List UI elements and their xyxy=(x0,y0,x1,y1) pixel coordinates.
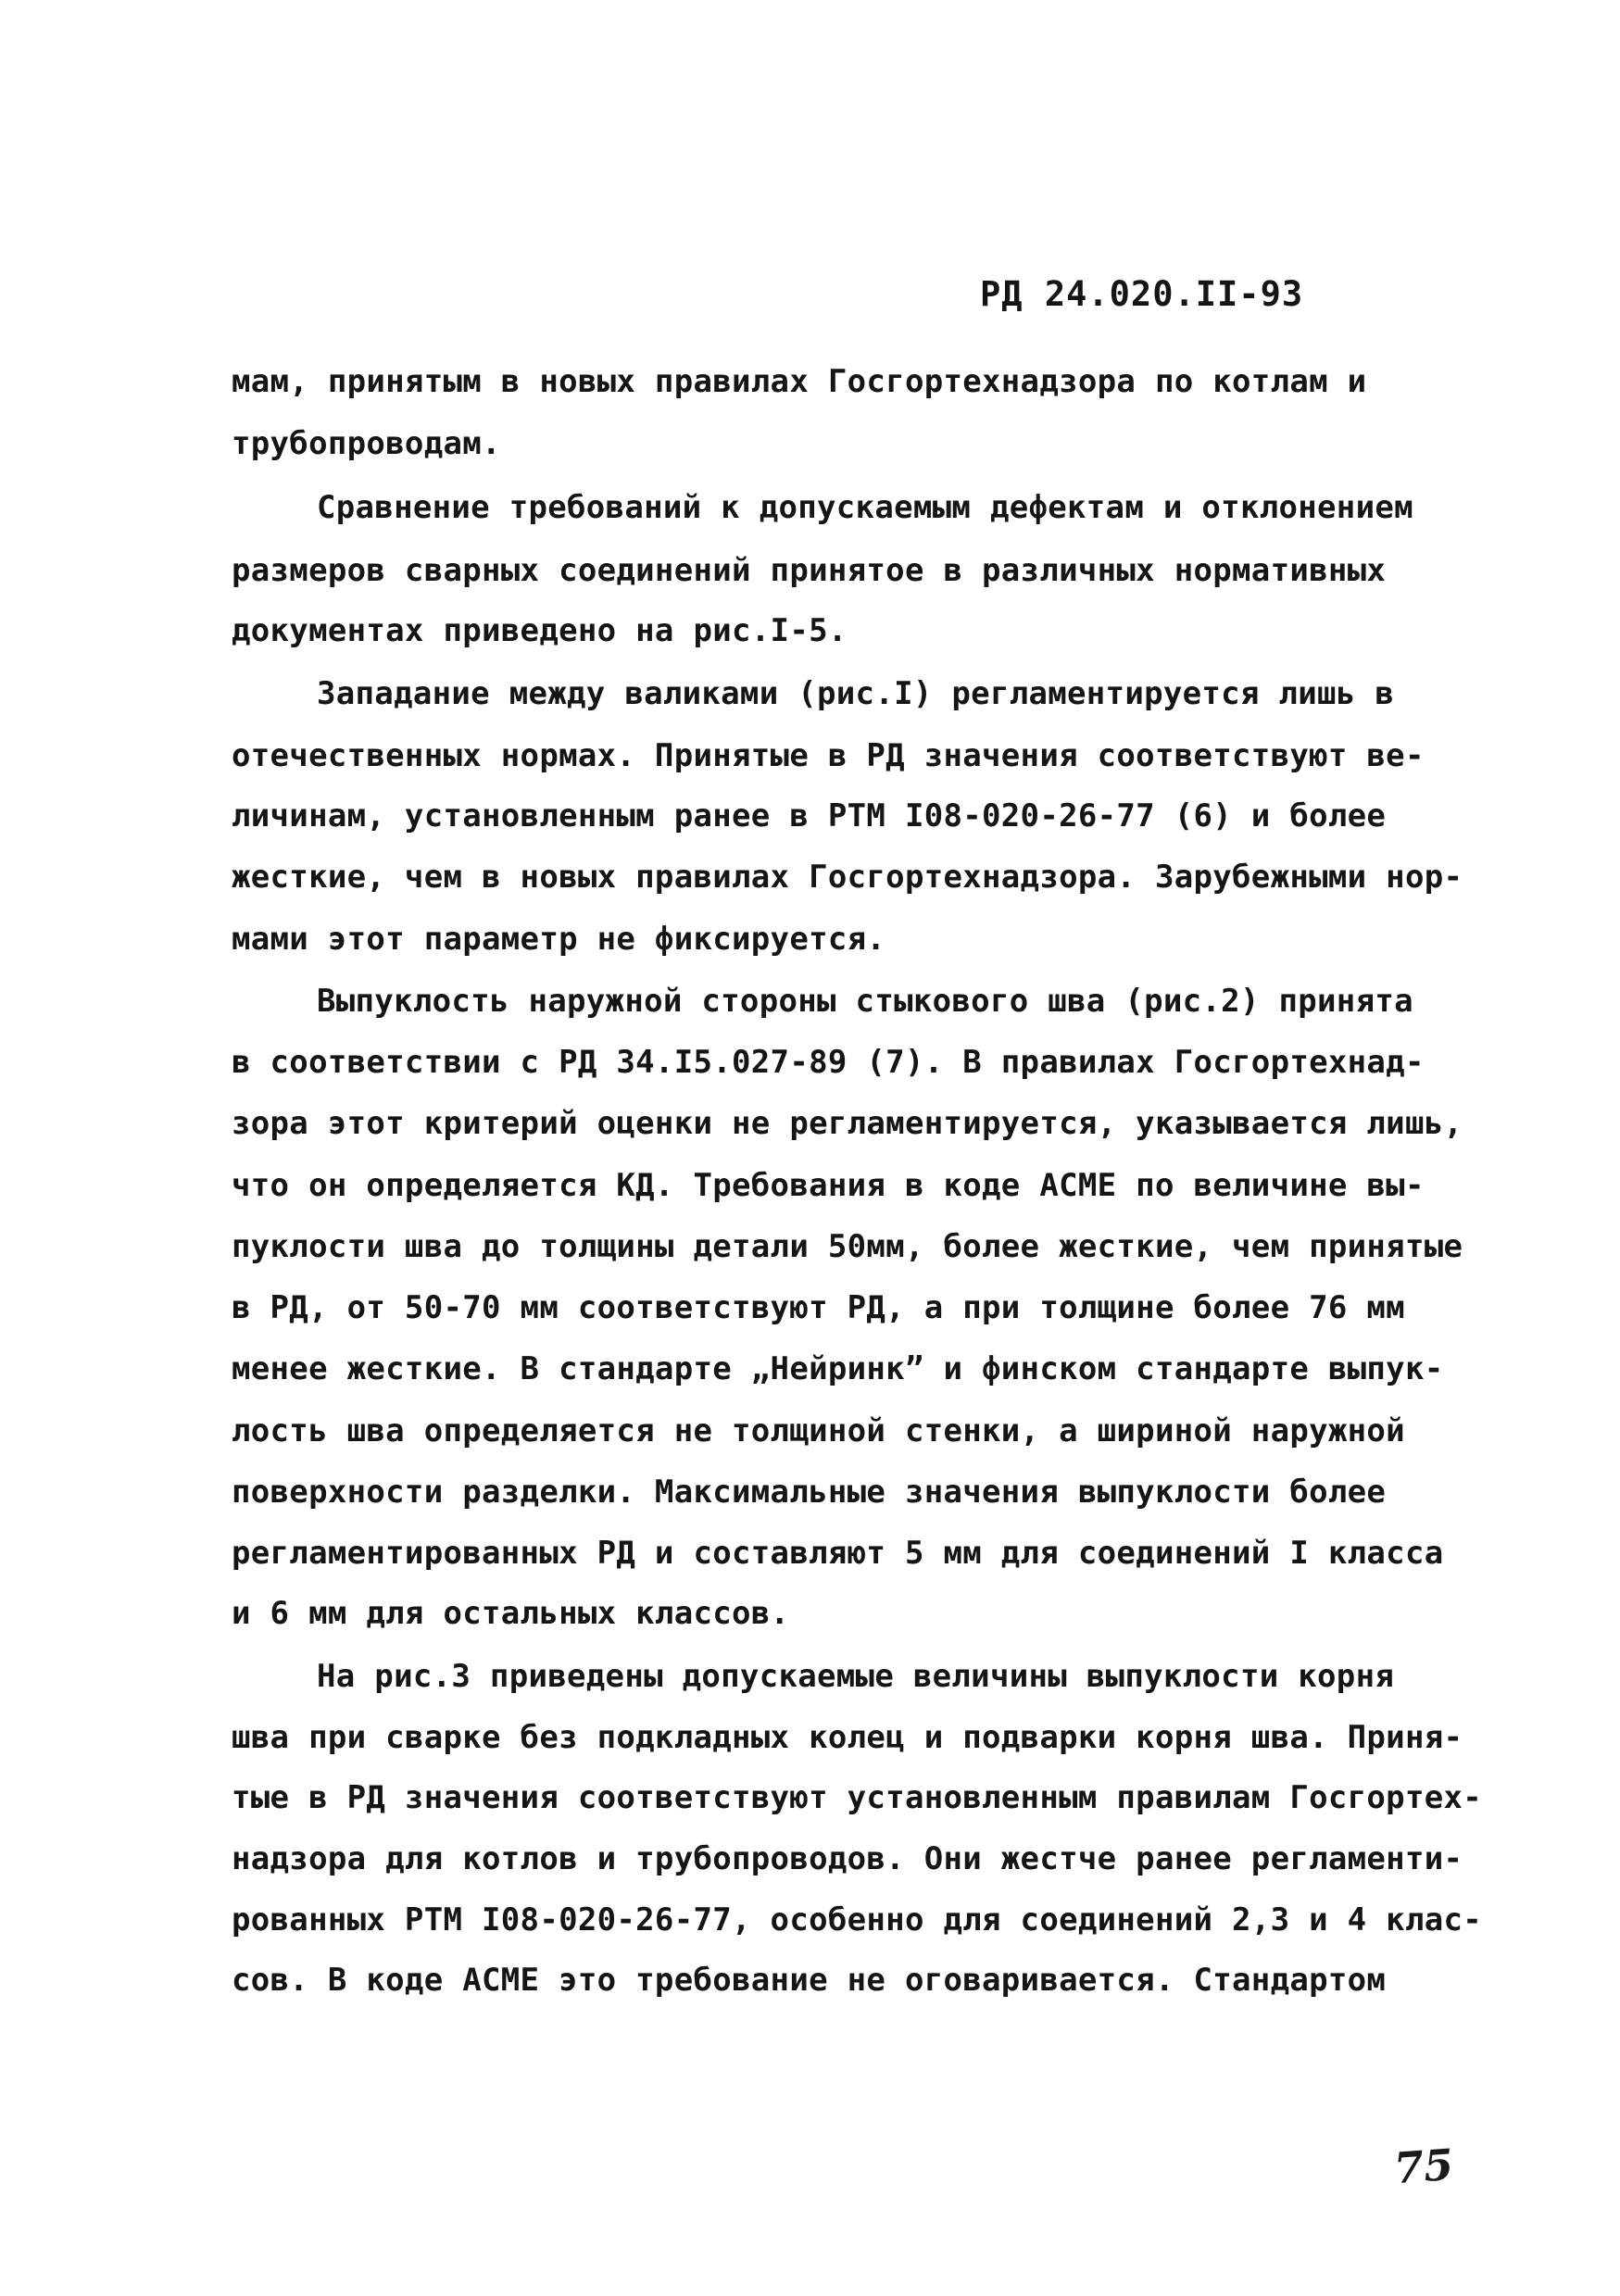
text-line: На рис.3 приведены допускаемые величины выпуклости корня xyxy=(317,1658,1395,1695)
text-line: поверхности разделки. Максимальные значения выпуклости более xyxy=(232,1474,1387,1511)
text-line: Выпуклость наружной стороны стыкового шва (рис.2) принята xyxy=(317,983,1413,1020)
text-line: сов. В коде АСМЕ это требование не оговаривается. Стандартом xyxy=(232,1962,1387,1999)
text-line: зора этот критерий оценки не регламентируется, указывается лишь, xyxy=(232,1105,1463,1142)
handwritten-page-number: 75 xyxy=(1392,2139,1455,2194)
text-line: рованных РТМ I08-020-26-77, особенно для соединений 2,3 и 4 клас- xyxy=(232,1901,1483,1938)
text-line: лость шва определяется не толщиной стенки, а шириной наружной xyxy=(232,1412,1405,1449)
text-line: надзора для котлов и трубопроводов. Они жестче ранее регламенти- xyxy=(232,1840,1463,1877)
text-line: жесткие, чем в новых правилах Госгортехнадзора. Зарубежными нор- xyxy=(232,859,1463,896)
document-code: РД 24.020.II-93 xyxy=(980,274,1304,314)
text-line: отечественных нормах. Принятые в РД значения соответствуют ве- xyxy=(232,737,1425,774)
text-line: размеров сварных соединений принятое в различных нормативных xyxy=(232,552,1387,589)
text-line: мам, принятым в новых правилах Госгортехнадзора по котлам и xyxy=(232,363,1367,400)
text-line: пуклости шва до толщины детали 50мм, более жесткие, чем принятые xyxy=(232,1228,1463,1265)
text-line: в РД, от 50-70 мм соответствуют РД, а при толщине более 76 мм xyxy=(232,1289,1405,1326)
text-line: Западание между валиками (рис.I) регламентируется лишь в xyxy=(317,675,1395,712)
text-line: и 6 мм для остальных классов. xyxy=(232,1595,790,1632)
text-line: шва при сварке без подкладных колец и подварки корня шва. Приня- xyxy=(232,1719,1463,1756)
text-line: Сравнение требований к допускаемым дефектам и отклонением xyxy=(317,489,1413,526)
text-line: документах приведено на рис.I-5. xyxy=(232,612,848,649)
text-line: менее жесткие. В стандарте „Нейринк” и финском стандарте выпук- xyxy=(232,1350,1444,1387)
text-line: в соответствии с РД 34.I5.027-89 (7). В правилах Госгортехнад- xyxy=(232,1044,1425,1081)
text-line: трубопроводам. xyxy=(232,425,501,462)
text-line: личинам, установленным ранее в РТМ I08-020-26-77 (6) и более xyxy=(232,797,1387,834)
text-line: что он определяется КД. Требования в коде АСМЕ по величине вы- xyxy=(232,1167,1425,1204)
text-line: мами этот параметр не фиксируется. xyxy=(232,921,886,958)
text-line: тые в РД значения соответствуют установленным правилам Госгортех- xyxy=(232,1779,1483,1816)
text-line: регламентированных РД и составляют 5 мм для соединений I класса xyxy=(232,1535,1444,1572)
